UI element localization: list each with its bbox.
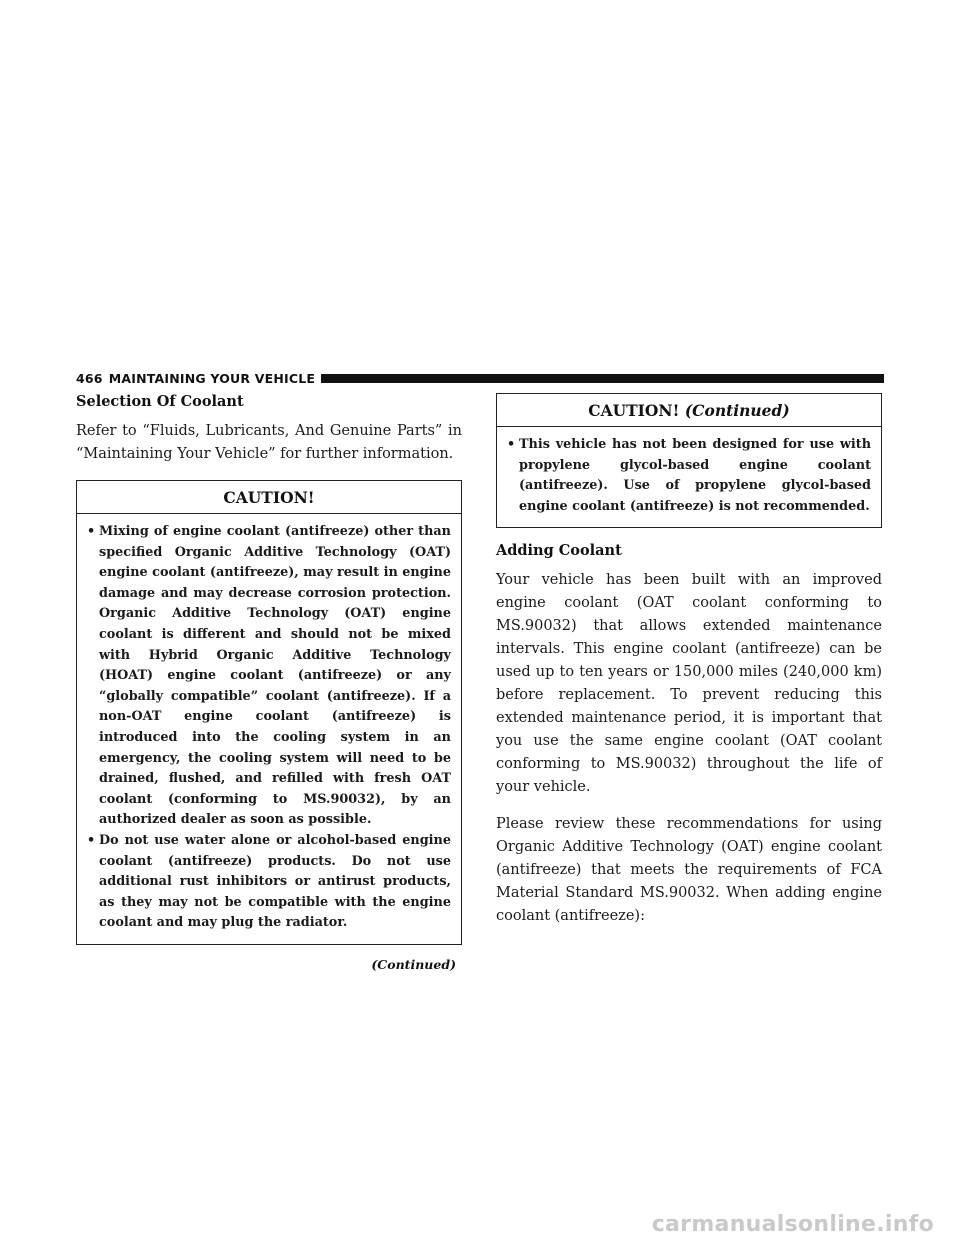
caution-title-text: CAUTION! (588, 401, 680, 420)
caution-item-text: Do not use water alone or alcohol-based engine coolant (antifreeze) products. Do not use additional rust inhibitors or antirust products, as they may not be compatible with the engine coolant and may plug the radiator. (99, 832, 451, 931)
caution-title-text: CAUTION! (223, 488, 315, 507)
refer-paragraph: Refer to “Fluids, Lubricants, And Genuine Parts” in “Maintaining Your Vehicle” for further information. (76, 423, 462, 462)
caution-box (76, 480, 462, 945)
continued-note: (Continued) (371, 956, 456, 972)
bullet-icon: • (87, 524, 96, 539)
watermark-text: carmanualsonline.info (651, 1212, 934, 1237)
caution-item (507, 435, 871, 517)
bullet-icon: • (87, 832, 96, 848)
caution-item (87, 522, 451, 831)
caution-title-suffix: (Continued) (684, 401, 790, 420)
page-number: 466 (76, 370, 103, 386)
caution-box-continued (496, 393, 882, 528)
heading-adding-coolant: Adding Coolant (496, 542, 622, 560)
bullet-icon: • (507, 437, 516, 452)
section-title: MAINTAINING YOUR VEHICLE (108, 370, 316, 386)
caution-title (497, 394, 881, 427)
caution-item-text: This vehicle has not been designed for use with propylene glycol-based engine coolant (antifreeze). Use of propylene glycol-based engine coolant (antifreeze) is not recommended. (519, 437, 871, 514)
caution-title (77, 481, 461, 514)
caution-item (87, 831, 451, 934)
heading-selection-of-coolant: Selection Of Coolant (76, 393, 244, 410)
adding-coolant-paragraph-1: Your vehicle has been built with an improved engine coolant (OAT coolant conforming to MS.90032) that allows extended maintenance intervals. This engine coolant (antifreeze) can be used up to ten years or 150,000 miles (240,000 km) before replacement. To prevent reducing this extended maintenance period, it is important that you use the same engine coolant (OAT coolant conforming to MS.90032) throughout the life of your vehicle. (496, 572, 882, 796)
caution-body (77, 514, 461, 944)
watermark-bar (0, 1208, 960, 1242)
header-rule (321, 374, 884, 383)
page-header (76, 370, 884, 386)
caution-body (497, 427, 881, 527)
right-column (496, 393, 882, 942)
left-column (76, 393, 462, 972)
caution-item-text: Mixing of engine coolant (antifreeze) other than specified Organic Additive Technology (OAT) engine coolant (antifreeze), may result in engine damage and may decrease corrosion protection. Organic Additive Technology (OAT) engine coolant is different and should not be mixed with Hybrid Organic Additive Technology (HOAT) engine coolant (antifreeze) or any “globally compatible” coolant (antifreeze). If a non-OAT engine coolant (antifreeze) is introduced into the cooling system in an emergency, the cooling system will need to be drained, flushed, and refilled with fresh OAT coolant (conforming to MS.90032), by an authorized dealer as soon as possible. (99, 524, 451, 828)
adding-coolant-paragraph-2: Please review these recommendations for using Organic Additive Technology (OAT) engine coolant (antifreeze) that meets the requirements of FCA Material Standard MS.90032. When adding engine coolant (antifreeze): (496, 816, 882, 925)
